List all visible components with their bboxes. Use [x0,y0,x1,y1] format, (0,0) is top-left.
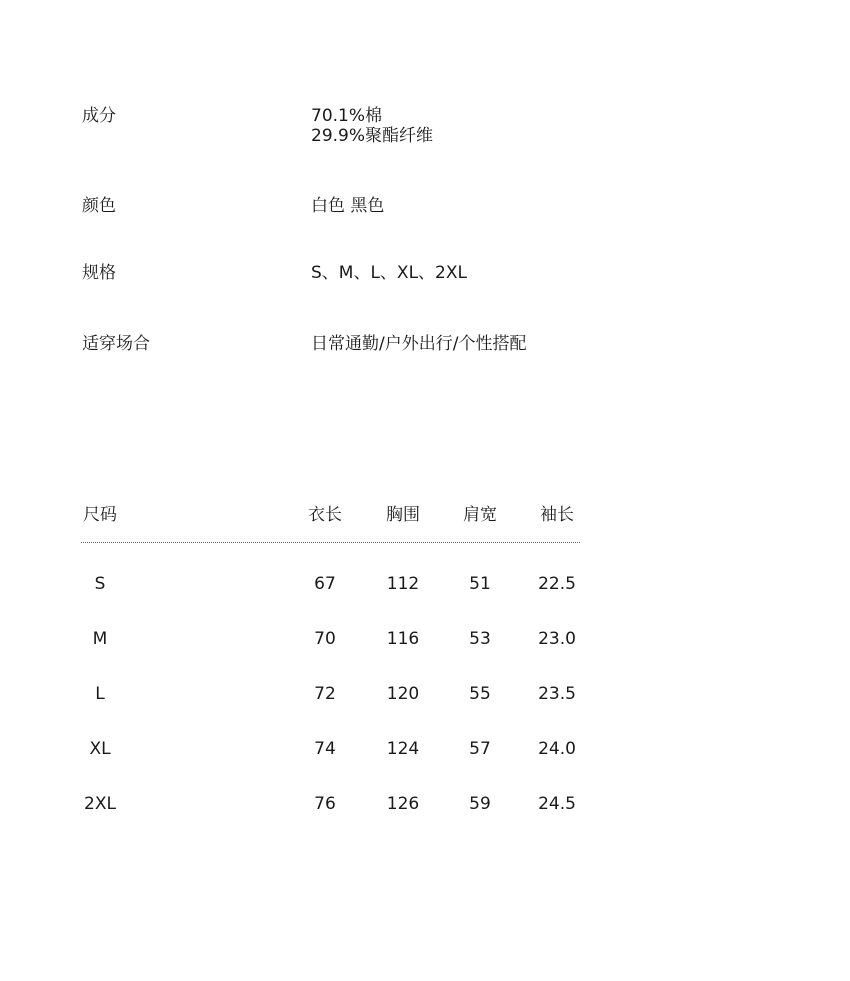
occasion-value: 日常通勤/户外出行/个性搭配 [311,334,527,354]
composition-label: 成分 [82,106,116,126]
table-cell: 124 [386,739,420,759]
color-value: 白色 黑色 [311,196,385,216]
spec-value: S、M、L、XL、2XL [311,263,467,283]
table-cell: 51 [469,574,491,594]
table-cell: XL [89,739,111,759]
table-cell: 76 [314,794,336,814]
header-chest: 胸围 [386,505,420,525]
color-label: 颜色 [82,196,116,216]
composition-line-2: 29.9%聚酯纤维 [311,126,434,146]
table-cell: 59 [469,794,491,814]
table-cell: 120 [386,684,420,704]
header-sleeve: 袖长 [540,505,574,525]
table-cell: 57 [469,739,491,759]
occasion-label: 适穿场合 [82,334,150,354]
table-cell: 24.5 [538,794,576,814]
header-shoulder: 肩宽 [463,505,497,525]
table-cell: 126 [386,794,420,814]
table-cell: 23.5 [538,684,576,704]
table-cell: 67 [314,574,336,594]
table-cell: 116 [386,629,420,649]
table-cell: 72 [314,684,336,704]
header-size: 尺码 [83,505,117,525]
table-cell: 70 [314,629,336,649]
table-cell: L [95,684,105,704]
table-cell: 74 [314,739,336,759]
spec-label: 规格 [82,263,116,283]
table-cell: 23.0 [538,629,576,649]
table-cell: 2XL [84,794,116,814]
table-cell: 24.0 [538,739,576,759]
header-divider [81,542,580,543]
table-cell: 22.5 [538,574,576,594]
table-cell: 53 [469,629,491,649]
table-cell: M [92,629,108,649]
table-cell: 55 [469,684,491,704]
table-cell: S [94,574,106,594]
header-length: 衣长 [308,505,342,525]
composition-line-1: 70.1%棉 [311,106,383,126]
table-cell: 112 [386,574,420,594]
